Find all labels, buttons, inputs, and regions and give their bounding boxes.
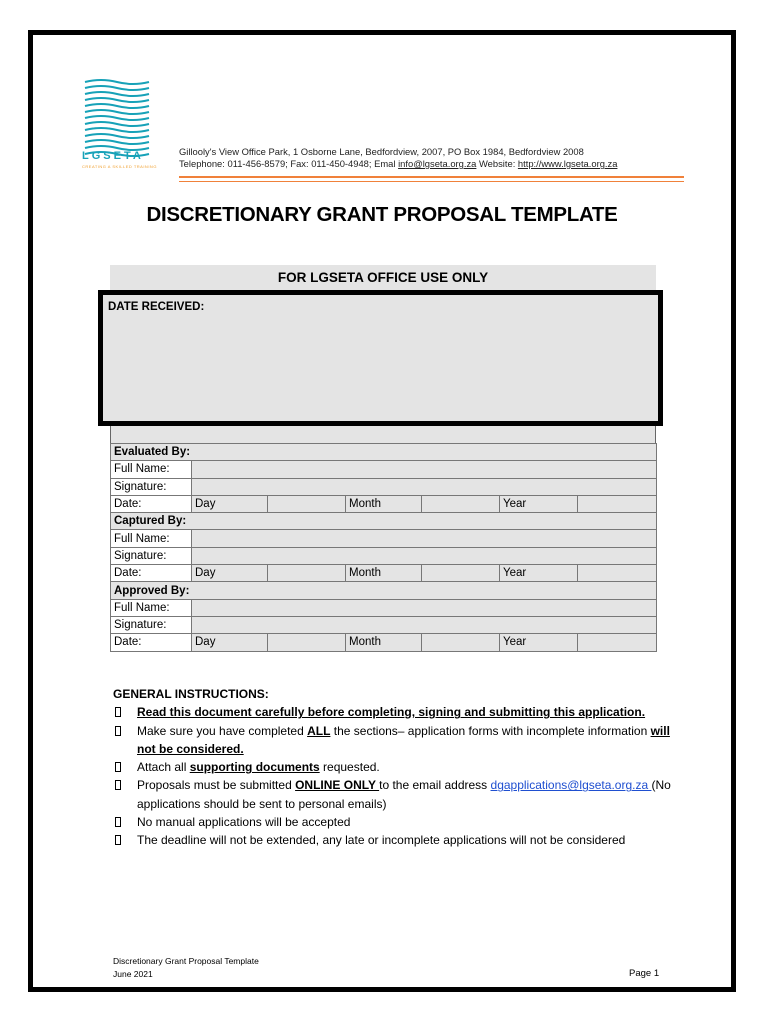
instruction-emphasis: will not be considered.	[137, 723, 670, 756]
full-name-label: Full Name:	[111, 599, 192, 616]
signature-field[interactable]	[192, 616, 657, 633]
full-name-label: Full Name:	[111, 461, 192, 478]
month-field[interactable]	[422, 565, 500, 582]
month-label: Month	[346, 634, 422, 651]
full-name-field[interactable]	[192, 599, 657, 616]
year-field[interactable]	[578, 495, 657, 512]
bullet-icon	[115, 780, 121, 790]
approved-by-header	[111, 582, 657, 599]
day-label: Day	[192, 634, 268, 651]
full-name-field[interactable]	[192, 530, 657, 547]
list-item	[113, 703, 673, 721]
website-link[interactable]: http://www.lgseta.org.za	[517, 158, 618, 169]
bullet-icon	[115, 707, 121, 717]
instruction-emphasis: ALL	[307, 723, 331, 738]
full-name-label: Full Name:	[111, 530, 192, 547]
bullet-icon	[115, 835, 121, 845]
table-row	[111, 478, 657, 495]
month-label: Month	[346, 495, 422, 512]
year-label: Year	[500, 565, 578, 582]
table-row	[111, 495, 657, 512]
office-use-heading: FOR LGSETA OFFICE USE ONLY	[110, 265, 656, 290]
list-item	[113, 776, 673, 813]
month-label: Month	[346, 565, 422, 582]
instructions-list	[113, 703, 673, 849]
month-field[interactable]	[422, 634, 500, 651]
table-row	[111, 565, 657, 582]
instruction-text: No manual applications will be accepted	[137, 815, 351, 830]
instruction-text: Attach all	[137, 760, 190, 775]
list-item	[113, 758, 673, 776]
year-field[interactable]	[578, 634, 657, 651]
instruction-text: Proposals must be submitted	[137, 778, 296, 793]
list-item	[113, 813, 673, 831]
signature-label: Signature:	[111, 616, 192, 633]
date-received-label: DATE RECEIVED:	[108, 301, 205, 313]
document-page	[28, 30, 736, 992]
section-heading: Approved By:	[111, 582, 657, 599]
header-rule-thin	[179, 181, 684, 182]
evaluated-by-header	[111, 444, 657, 461]
instruction-text: the sections– application forms with incomplete information	[330, 723, 651, 738]
instruction-emphasis: ONLINE ONLY	[295, 778, 380, 793]
year-label: Year	[500, 495, 578, 512]
instruction-emphasis: supporting documents	[189, 760, 320, 775]
day-field[interactable]	[268, 565, 346, 582]
address-line: Gillooly's View Office Park, 1 Osborne Lane, Bedfordview, 2007, PO Box 1984, Bedfordview 2008	[179, 146, 584, 157]
phone-text: Telephone: 011-456-8579; Fax: 011-450-4948; Emal	[179, 158, 399, 169]
list-item	[113, 831, 673, 849]
day-label: Day	[192, 565, 268, 582]
bullet-icon	[115, 817, 121, 827]
signature-field[interactable]	[192, 478, 657, 495]
signature-field[interactable]	[192, 547, 657, 564]
table-row	[111, 599, 657, 616]
year-field[interactable]	[578, 565, 657, 582]
instruction-text: to the email address	[379, 778, 491, 793]
website-prefix: Website:	[476, 158, 518, 169]
year-label: Year	[500, 634, 578, 651]
signature-label: Signature:	[111, 478, 192, 495]
footer-left	[113, 955, 259, 981]
instruction-text: Read this document carefully before completing, signing and submitting this application.	[137, 705, 646, 720]
table-row	[111, 616, 657, 633]
captured-by-header	[111, 513, 657, 530]
lgseta-logo	[83, 61, 155, 181]
date-received-box[interactable]	[98, 290, 663, 426]
day-label: Day	[192, 495, 268, 512]
signature-label: Signature:	[111, 547, 192, 564]
form-spacer	[110, 426, 656, 443]
section-heading: Evaluated By:	[111, 444, 657, 461]
phone-line	[179, 158, 617, 170]
date-label: Date:	[111, 565, 192, 582]
email-link[interactable]: dgapplications@lgseta.org.za	[490, 778, 652, 793]
bullet-icon	[115, 762, 121, 772]
general-instructions	[113, 685, 673, 850]
contact-info	[179, 146, 617, 170]
day-field[interactable]	[268, 634, 346, 651]
bullet-icon	[115, 726, 121, 736]
full-name-field[interactable]	[192, 461, 657, 478]
instruction-text: Make sure you have completed	[137, 723, 308, 738]
logo-tagline: CREATING A SKILLED TRAINING	[82, 164, 157, 169]
table-row	[111, 547, 657, 564]
month-field[interactable]	[422, 495, 500, 512]
table-row	[111, 530, 657, 547]
evaluation-form	[110, 426, 656, 652]
email-link[interactable]: info@lgseta.org.za	[398, 158, 477, 169]
footer-doc-name: Discretionary Grant Proposal Template	[113, 956, 259, 966]
instruction-text: requested.	[319, 760, 380, 775]
footer-date: June 2021	[113, 969, 153, 979]
date-label: Date:	[111, 495, 192, 512]
table-row	[111, 461, 657, 478]
table-row	[111, 634, 657, 651]
page-number: Page 1	[629, 968, 660, 979]
document-title: DISCRETIONARY GRANT PROPOSAL TEMPLATE	[146, 203, 618, 226]
header-rule-thick	[179, 176, 684, 178]
instruction-text: The deadline will not be extended, any late or incomplete applications will not be considered	[137, 833, 626, 848]
section-heading: Captured By:	[111, 513, 657, 530]
logo-wordmark: LGSETA	[82, 150, 144, 162]
date-label: Date:	[111, 634, 192, 651]
day-field[interactable]	[268, 495, 346, 512]
list-item	[113, 722, 673, 759]
instructions-heading: GENERAL INSTRUCTIONS:	[113, 687, 269, 701]
instruction-text: (No applications should be sent to personal emails)	[137, 778, 671, 811]
evaluation-table	[110, 443, 657, 652]
